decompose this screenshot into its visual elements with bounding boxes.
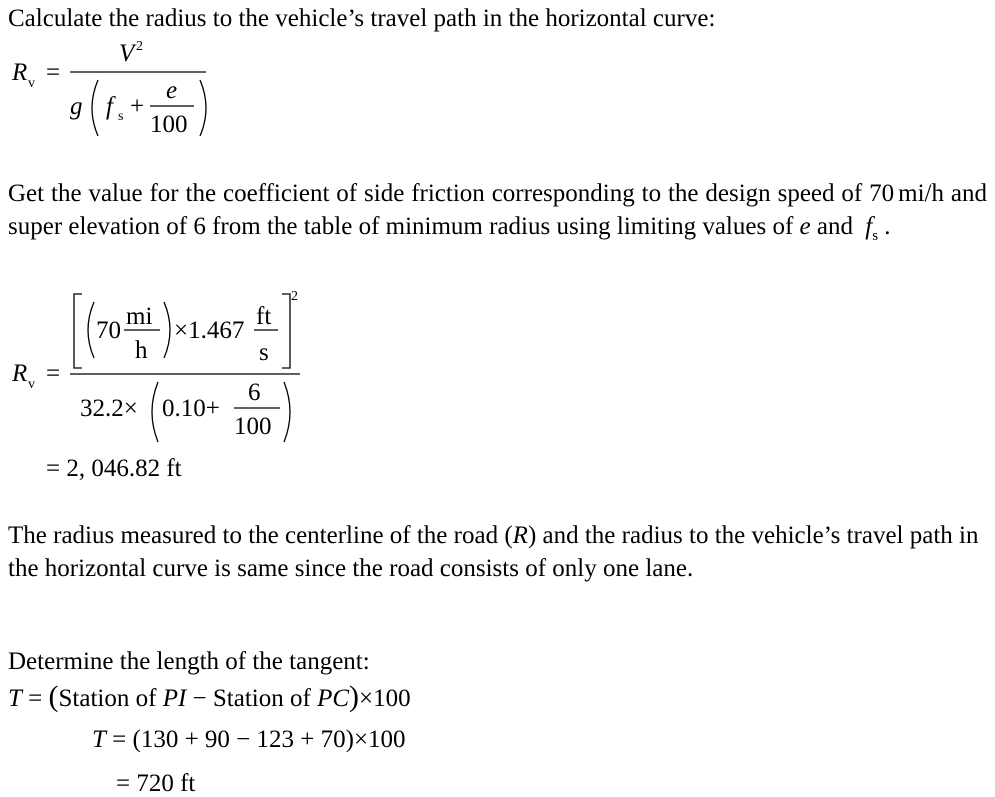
formula2-result: = 2, 046.82 ft	[46, 455, 182, 482]
formula3-line1-times: ×100	[359, 685, 411, 712]
formula2-den-6: 6	[248, 379, 261, 406]
formula3-line1-PI: PI	[162, 685, 187, 712]
formula3-line1-open-paren: (	[48, 680, 59, 713]
formula1-den-e: e	[166, 77, 178, 104]
formula2-num-70: 70	[96, 317, 121, 344]
step4-sentence: Determine the length of the tangent:	[8, 648, 370, 675]
step2-f-sub: s	[872, 228, 879, 244]
step2-and: and	[810, 213, 860, 240]
formula3-line3-result: = 720 ft	[116, 770, 196, 797]
formula2-den-right-paren	[284, 382, 290, 442]
formula2-lhs: R	[12, 360, 28, 387]
formula1-num-sup: 2	[136, 39, 143, 54]
formula3-line1-close-paren: )	[349, 680, 360, 713]
step3-R: R	[512, 522, 528, 549]
formula3-line1-PC: PC	[317, 685, 350, 712]
formula2-den-100: 100	[234, 413, 272, 440]
formula3-line1-minus-station: − Station of	[186, 685, 318, 712]
formula1-eq: =	[46, 59, 61, 86]
formula1-right-paren	[200, 80, 206, 136]
step3-part1: The radius measured to the centerline of the road (	[8, 522, 513, 549]
formula2-lhs-sub: v	[28, 377, 35, 392]
step2-line2: and super elevation of 6 from the table of minimum radius using limiting values	[8, 180, 987, 240]
formula2-right-bracket	[282, 294, 290, 368]
formula3-line2-T: T	[92, 726, 106, 753]
formula1-den-f: f	[106, 93, 113, 120]
formula2-num-right-paren	[164, 302, 170, 358]
formula2-num-left-paren	[88, 302, 94, 358]
step1-sentence: Calculate the radius to the vehicle’s travel path in the horizontal curve:	[8, 5, 716, 32]
formula1-left-paren	[92, 80, 98, 136]
formula3-line2-expression: = (130 + 90 − 123 + 70)×100	[105, 726, 406, 753]
step3-text	[8, 519, 987, 585]
formula-radius-computed	[8, 288, 328, 488]
step3-part2: ) and the radius to the vehicle’s travel path in the horizontal curve is same since the road consists of only one lane.	[8, 522, 979, 582]
formula2-den-322: 32.2×	[80, 395, 138, 422]
step2-f: f	[865, 213, 873, 240]
step2-of: of	[772, 213, 800, 240]
formula3-line2	[92, 727, 406, 752]
step2-period: .	[878, 213, 891, 240]
formula2-eq: =	[46, 360, 61, 387]
formula1-den-f-sub: s	[118, 109, 124, 124]
formula1-den-g: g	[70, 93, 83, 120]
formula-radius-general	[8, 36, 228, 136]
formula1-lhs: R	[12, 59, 28, 86]
step2-speed-unit: mi/h	[898, 180, 944, 207]
formula1-den-100: 100	[150, 111, 188, 138]
formula2-den-left-paren	[152, 382, 158, 442]
step2-line1: Get the value for the coefficient of side friction corresponding to the design speed of	[8, 180, 863, 207]
formula1-lhs-sub: v	[28, 76, 35, 91]
formula1-num: V	[119, 40, 135, 67]
step2-speed-value: 70	[869, 180, 895, 207]
formula2-den-010: 0.10+	[162, 395, 220, 422]
formula2-num-h: h	[135, 337, 148, 364]
formula3-line1	[8, 682, 411, 712]
step2-text	[8, 177, 987, 253]
formula2-num-ft: ft	[256, 303, 272, 330]
formula3-line1-T: T	[8, 685, 22, 712]
formula2-num-s: s	[259, 339, 269, 366]
formula2-left-bracket	[74, 294, 82, 368]
formula2-num-times: ×1.467	[174, 317, 245, 344]
formula2-num-sup: 2	[291, 289, 298, 304]
step2-e: e	[799, 213, 811, 240]
formula3-line3	[116, 771, 195, 796]
formula3-line1-station-of: Station of	[58, 685, 163, 712]
formula2-num-mi: mi	[126, 303, 153, 330]
formula1-plus: +	[130, 93, 145, 120]
step1-text	[8, 2, 987, 35]
formula3-line1-eq: =	[21, 685, 49, 712]
step4-text	[8, 645, 987, 678]
